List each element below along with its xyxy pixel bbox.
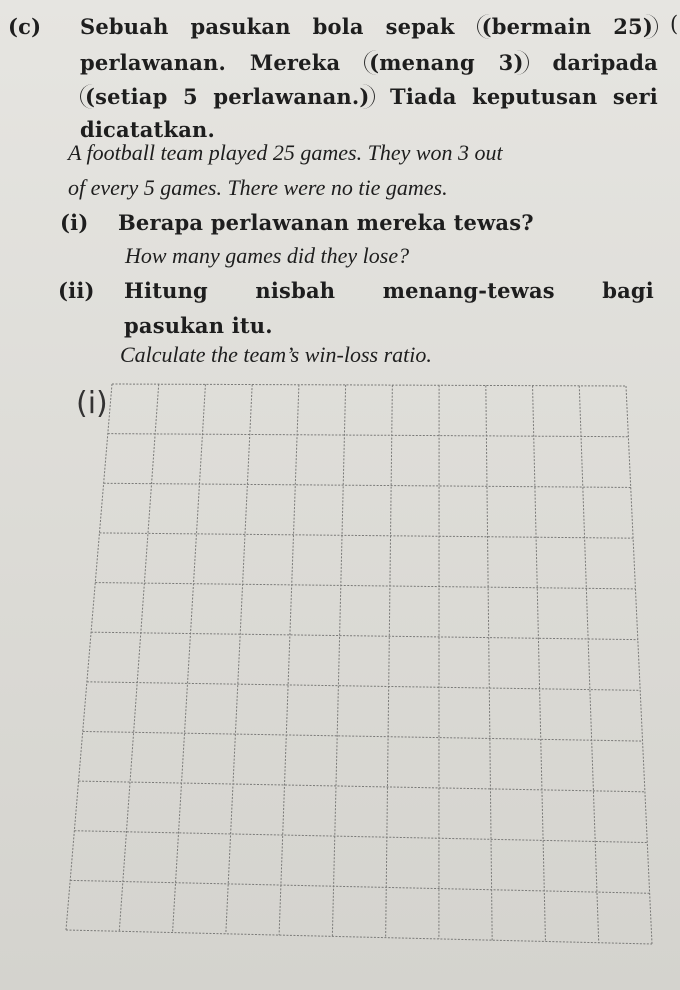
word: pasukan [190,14,291,39]
sub-malay-text: Berapa perlawanan mereka tewas? [117,210,534,235]
grid-horizontal-line [108,434,629,437]
word: bagi [602,278,654,303]
word: dicatatkan. [80,117,215,142]
word: Tiada [390,84,457,109]
word: 5 [183,84,198,109]
grid-vertical-line [332,385,345,936]
grid-horizontal-line [95,583,635,589]
cut-bracket: ( [670,12,679,36]
circled-word: 3) [499,50,529,75]
word: Sebuah [80,14,169,39]
sub-label: (i) [60,210,89,235]
handwritten-label: (i) [76,386,108,421]
sub-question-ii-line-2: pasukan itu. [124,313,273,338]
grid-horizontal-line [66,930,652,944]
word: perlawanan. [80,50,227,75]
grid-horizontal-line [87,682,640,691]
grid-horizontal-line [70,880,649,893]
grid-vertical-line [119,384,158,931]
sub-question-ii-english: Calculate the team’s win-loss ratio. [120,342,432,367]
grid-vertical-line [626,386,652,944]
part-label: (c) [8,14,42,39]
circled-word: (menang [364,50,475,75]
sub-question-i-english: How many games did they lose? [125,243,410,268]
grid-horizontal-line [74,831,647,843]
sub-label: (ii) [58,278,95,303]
grid-horizontal-line [112,384,626,386]
english-line-1: A football team played 25 games. They won 3 out [68,140,503,165]
grid-horizontal-line [104,483,631,487]
grid-vertical-line [533,386,546,942]
word: bola [312,14,364,39]
word: Mereka [249,50,341,75]
circled-word: 25) [613,14,658,39]
grid-horizontal-line [91,632,638,639]
grid-vertical-line [579,386,598,943]
grid-horizontal-line [83,731,643,741]
grid-vertical-line [386,385,393,938]
grid-vertical-line [66,384,112,930]
grid-vertical-line [226,385,252,934]
word: seri [612,84,658,109]
word: Hitung [124,278,208,303]
grid-vertical-line [173,384,206,932]
word: sepak [385,14,455,39]
circled-word: (setiap [80,84,168,109]
word: nisbah [255,278,336,303]
grid-vertical-line [486,385,492,940]
word: daripada [552,50,658,75]
grid-horizontal-line [99,533,633,538]
grid-vertical-line [279,385,299,935]
circled-word: (bermain [477,14,592,39]
word: keputusan [472,84,598,109]
circled-word: perlawanan.) [213,84,374,109]
word: menang-tewas [382,278,555,303]
grid-horizontal-line [79,781,645,792]
english-line-2: of every 5 games. There were no tie games. [68,175,448,200]
